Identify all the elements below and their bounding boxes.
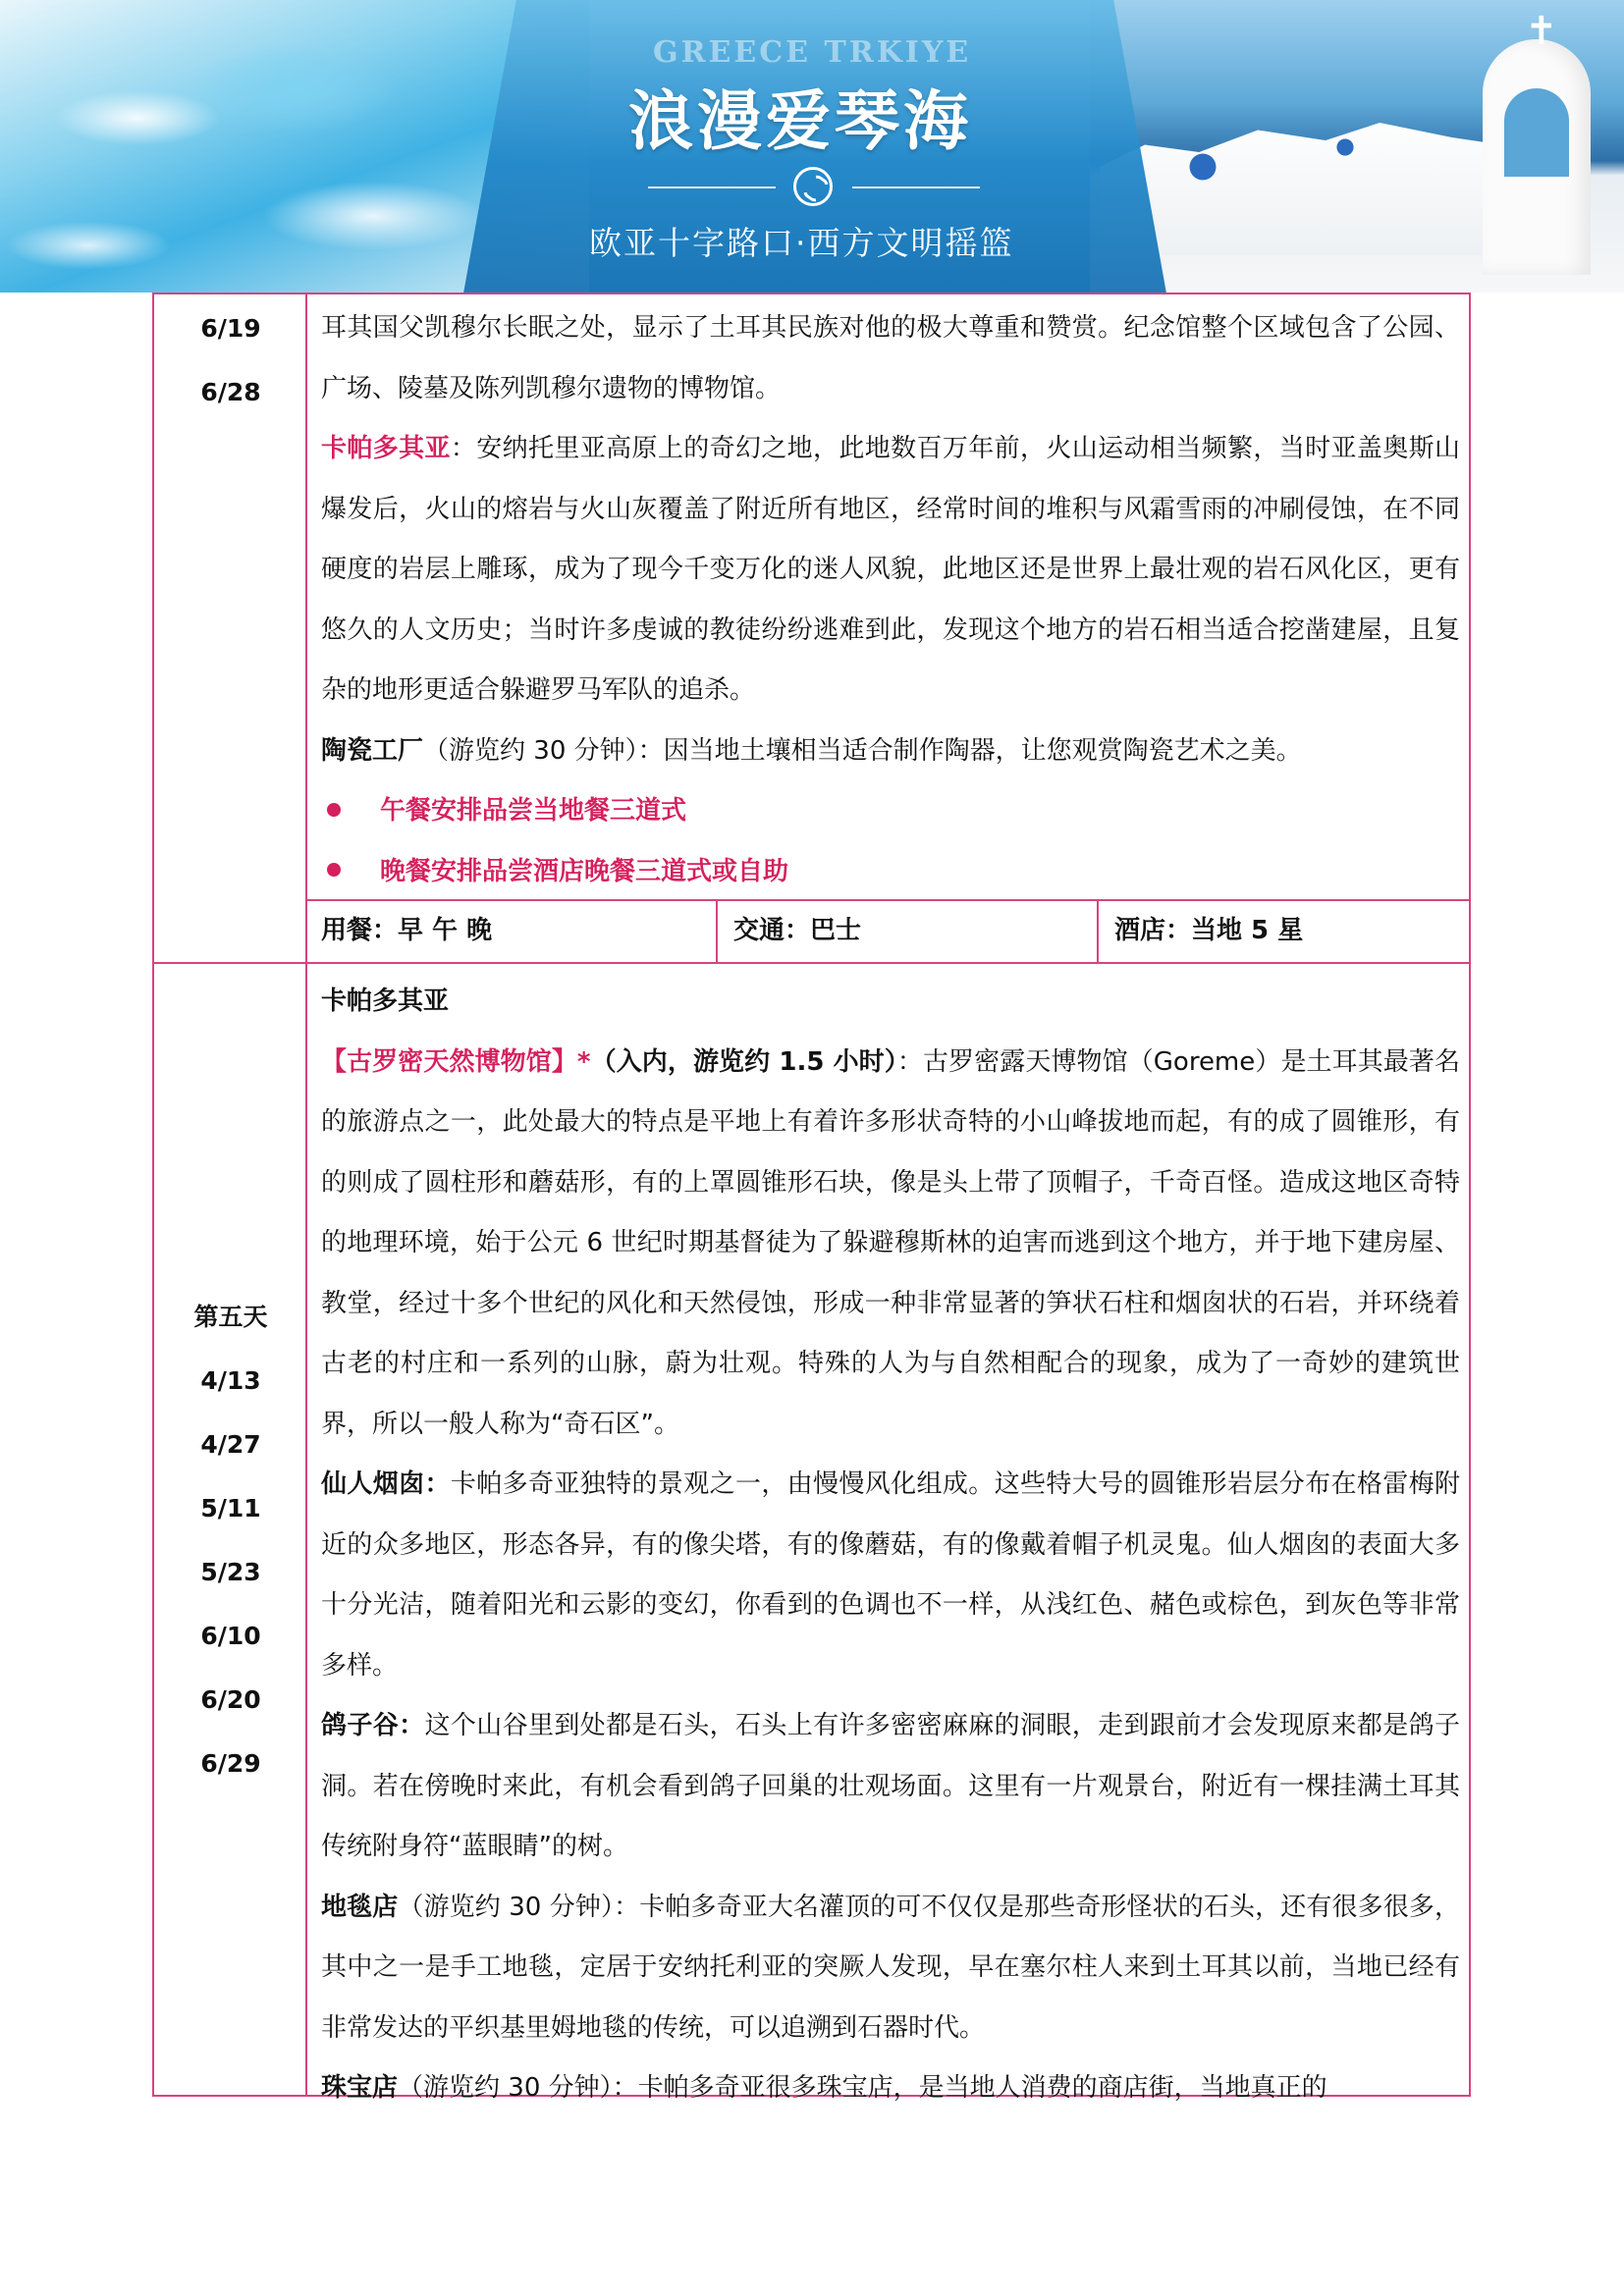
date-item: 5/11: [200, 1494, 261, 1522]
transport-cell: 交通：巴士: [733, 916, 862, 945]
date-item: 6/19: [200, 314, 261, 343]
column-divider: [305, 294, 307, 2095]
date-item: 6/28: [200, 378, 261, 406]
paragraph-text: ：安纳托里亚高原上的奇幻之地，此地数百万年前，火山运动相当频繁，当时亚盖奥斯山爆发后，火山的熔岩与火山灰覆盖了附近所有地区，经常时间的堆积与风霜雪雨的冲刷侵蚀，在不同硬度的岩层上雕琢，成为了现今千变万化的迷人风貌，此地区还是世界上最壮观的岩石风化区，更有悠久的人文历史；当时许多虔诚的教徒纷纷逃难到此，发现这个地方的岩石相当适合挖凿建屋，且复杂的地形更适合躲避罗马军队的追杀。: [321, 434, 1460, 705]
meal-text: 午餐安排品尝当地餐三道式: [380, 796, 687, 826]
section-heading: 卡帕多其亚: [321, 987, 450, 1016]
place-name: 【古罗密天然博物馆】*: [321, 1046, 591, 1077]
visit-note: （入内，游览约 1.5 小时）: [590, 1046, 897, 1077]
paragraph-text: （游览约 30 分钟）：因当地土壤相当适合制作陶器，让您观赏陶瓷艺术之美。: [423, 735, 1302, 766]
paragraph: [321, 1696, 1460, 1878]
place-name: 鸽子谷：: [321, 1711, 425, 1740]
meal-bullet: [321, 842, 1460, 903]
hotel-cell: 酒店：当地 5 星: [1114, 916, 1304, 945]
place-name: 仙人烟囱：: [321, 1469, 451, 1499]
date-item: 6/10: [200, 1622, 261, 1650]
day5-description: [321, 972, 1460, 2119]
place-name: 卡帕多其亚: [321, 434, 451, 463]
banner-caption: GREECE TRKIYE: [653, 35, 972, 70]
banner-subtitle: 欧亚十字路口·西方文明摇篮: [589, 224, 1014, 262]
day4-dates: [154, 296, 307, 424]
bullet-icon: [327, 863, 341, 877]
paragraph: [321, 1455, 1460, 1696]
place-name: 珠宝店: [321, 2073, 399, 2103]
paragraph: [321, 2058, 1460, 2119]
paragraph-text: （游览约 30 分钟）：卡帕多奇亚大名灌顶的可不仅仅是那些奇形怪状的石头，还有很多很多，其中之一是手工地毯，定居于安纳托利亚的突厥人发现，早在塞尔柱人来到土耳其以前，当地已经有非常发达的平织基里姆地毯的传统，可以追溯到石器时代。: [321, 1892, 1460, 2043]
date-item: 5/23: [200, 1558, 261, 1586]
paragraph: [321, 1878, 1460, 2059]
date-item: 6/20: [200, 1685, 261, 1714]
logo-icon: [793, 167, 833, 206]
bell-arch-image: [1504, 88, 1569, 177]
paragraph-text: ：古罗密露天博物馆（Goreme）是土耳其最著名的旅游点之一，此处最大的特点是平地上有着许多形状奇特的小山峰拔地而起，有的成了圆锥形，有的则成了圆柱形和蘑菇形，有的上罩圆锥形石块，像是头上带了顶帽子，千奇百怪。造成这地区奇特的地理环境，始于公元 6 世纪时期基督徒为了躲避穆斯林的迫害而逃到这个地方，并于地下建房屋、教堂，经过十多个世纪的风化和天然侵蚀，形成一种非常显著的笋状石柱和烟囱状的石岩，并环绕着古老的村庄和一系列的山脉，蔚为壮观。特殊的人为与自然相配合的现象，成为了一奇妙的建筑世界，所以一般人称为“奇石区”。: [321, 1046, 1460, 1439]
meal-bullet: [321, 781, 1460, 842]
date-item: 6/29: [200, 1749, 261, 1778]
place-name: 地毯店: [321, 1892, 399, 1922]
paragraph-text: （游览约 30 分钟）：卡帕多奇亚很多珠宝店，是当地人消费的商店街，当地真正的: [398, 2073, 1327, 2103]
meal-text: 晚餐安排品尝酒店晚餐三道式或自助: [380, 856, 789, 886]
bullet-icon: [327, 803, 341, 817]
header-banner: [0, 0, 1624, 293]
divider-left: [648, 187, 776, 188]
place-name: 陶瓷工厂: [321, 735, 424, 766]
banner-title: 浪漫爱琴海: [628, 83, 972, 159]
paragraph-text: 卡帕多奇亚独特的景观之一，由慢慢风化组成。这些特大号的圆锥形岩层分布在格雷梅附近的众多地区，形态各异，有的像尖塔，有的像蘑菇，有的像戴着帽子机灵鬼。仙人烟囱的表面大多十分光洁，随着阳光和云影的变幻，你看到的色调也不一样，从浅红色、赭色或棕色，到灰色等非常多样。: [321, 1469, 1460, 1681]
paragraph: [321, 721, 1460, 782]
day-label: 第五天: [193, 1303, 268, 1331]
date-item: 4/13: [200, 1366, 261, 1395]
row-divider: [154, 962, 1469, 964]
paragraph: 耳其国父凯穆尔长眠之处，显示了土耳其民族对他的极大尊重和赞赏。纪念馆整个区域包含了公园、广场、陵墓及陈列凯穆尔遗物的博物馆。: [321, 313, 1460, 403]
paragraph: [321, 1033, 1460, 1456]
divider-right: [852, 187, 980, 188]
cross-icon: ✝: [1525, 9, 1558, 54]
day5-dates: [154, 1285, 307, 1795]
itinerary-table: [152, 293, 1471, 2103]
date-item: 4/27: [200, 1430, 261, 1459]
day4-description: [321, 298, 1460, 902]
cell-divider: [1097, 899, 1099, 962]
paragraph-text: 这个山谷里到处都是石头，石头上有许多密密麻麻的洞眼，走到跟前才会发现原来都是鸽子洞。若在傍晚时来此，有机会看到鸽子回巢的壮观场面。这里有一片观景台，附近有一棵挂满土耳其传统附身符“蓝眼睛”的树。: [321, 1711, 1460, 1861]
paragraph: [321, 419, 1460, 721]
cell-divider: [716, 899, 718, 962]
meals-cell: 用餐：早 午 晚: [321, 916, 493, 945]
